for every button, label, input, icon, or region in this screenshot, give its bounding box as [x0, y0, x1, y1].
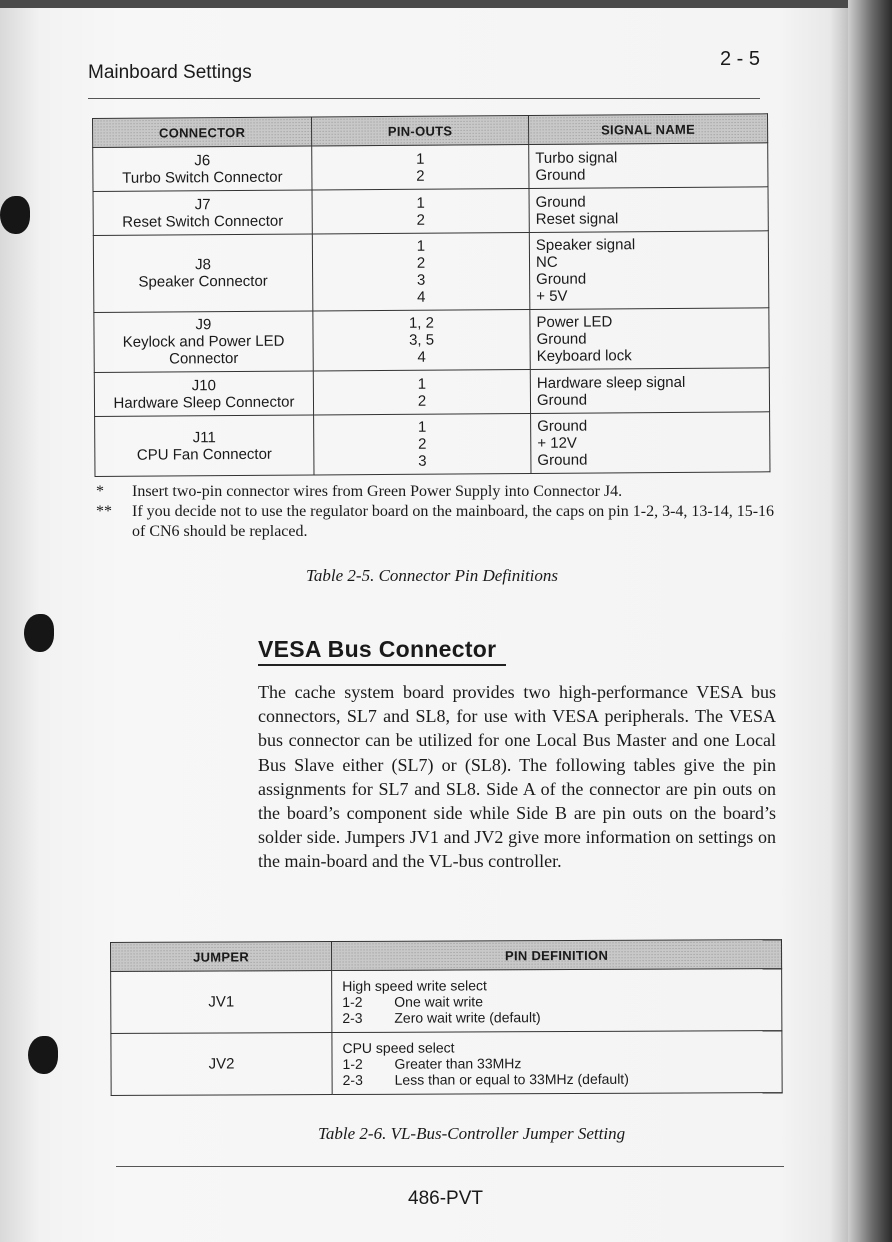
column-header-pin-definition: PIN DEFINITION — [332, 940, 782, 971]
connector-pin-table — [92, 113, 770, 477]
connector-cell: J9 Keylock and Power LED Connector — [94, 311, 313, 373]
footnote — [96, 502, 786, 542]
jumper-table — [110, 939, 783, 1096]
pins-cell: 1 2 — [313, 369, 530, 415]
table-caption: Table 2-5. Connector Pin Definitions — [306, 566, 559, 585]
footnote-text: If you decide not to use the regulator board on the mainboard, the caps on pin 1-2, 3-4, 13-14, 15-16 of CN6 should be replaced. — [132, 503, 775, 540]
footnote — [96, 482, 786, 502]
signal-cell: Power LED Ground Keyboard lock — [530, 308, 769, 370]
column-header-pin-outs: PIN-OUTS — [311, 115, 528, 146]
signal-cell: Turbo signal Ground — [529, 143, 768, 189]
table-header-row — [111, 940, 782, 972]
signal-cell: Ground Reset signal — [529, 187, 768, 233]
binder-hole-2 — [24, 614, 54, 652]
footnote-text: Insert two-pin connector wires from Green Power Supply into Connector J4. — [132, 483, 623, 500]
connector-cell: J10 Hardware Sleep Connector — [94, 371, 313, 417]
binder-hole-1 — [0, 196, 30, 234]
table-row — [111, 1031, 782, 1096]
section-heading — [258, 636, 506, 666]
column-header-connector: CONNECTOR — [93, 117, 312, 148]
page-header — [88, 48, 760, 99]
table-caption: Table 2-6. VL-Bus-Controller Jumper Setting — [318, 1124, 626, 1143]
footnote-marker: ** — [96, 503, 112, 520]
column-header-jumper: JUMPER — [111, 942, 332, 972]
pin-definition-cell: High speed write select 1-2 One wait write 2-3 Zero wait write (default) — [332, 969, 782, 1033]
jumper-cell: JV1 — [111, 971, 332, 1034]
scan-right-edge — [848, 0, 892, 1242]
signal-cell: Ground + 12V Ground — [531, 412, 770, 474]
connector-cell: J6 Turbo Switch Connector — [93, 146, 312, 192]
table-row — [95, 412, 770, 477]
section-heading-text: VESA Bus Connector — [258, 636, 497, 662]
table-row — [94, 368, 769, 417]
footnote-marker: * — [96, 483, 104, 500]
jumper-cell: JV2 — [111, 1033, 332, 1096]
pins-cell: 1 2 3 — [314, 413, 531, 475]
connector-cell: J7 Reset Switch Connector — [93, 190, 312, 236]
pins-cell: 1 2 3 4 — [312, 232, 530, 311]
binder-hole-3 — [28, 1036, 58, 1074]
table-row — [94, 308, 769, 373]
page-footer: 486-PVT — [408, 1188, 483, 1209]
table-header-row — [93, 114, 768, 148]
table-row — [111, 969, 782, 1034]
connector-cell: J8 Speaker Connector — [93, 234, 313, 313]
pins-cell: 1 2 — [312, 144, 529, 190]
table-footnotes — [96, 482, 786, 542]
page-number: 2 - 5 — [719, 48, 760, 70]
connector-cell: J11 CPU Fan Connector — [95, 415, 314, 477]
table-row — [93, 231, 769, 313]
scan-top-edge — [0, 0, 892, 8]
signal-cell: Hardware sleep signal Ground — [530, 368, 769, 414]
column-header-signal-name: SIGNAL NAME — [528, 114, 767, 145]
signal-cell: Speaker signal NC Ground + 5V — [529, 231, 769, 310]
table-row — [93, 187, 768, 236]
page-title: Mainboard Settings — [88, 62, 252, 83]
footer-rule — [116, 1166, 784, 1167]
pins-cell: 1, 2 3, 5 4 — [313, 309, 530, 371]
pins-cell: 1 2 — [312, 188, 529, 234]
pin-definition-cell: CPU speed select 1-2 Greater than 33MHz 2-3 Less than or equal to 33MHz (default) — [332, 1031, 782, 1095]
table-row — [93, 143, 768, 192]
body-paragraph: The cache system board provides two high-performance VESA bus connectors, SL7 and SL8, for use with VESA peripherals. The VESA bus connector can be utilized for one Local Bus Master and one Local Bus Slave either (SL7) or (SL8). The following tables give the pin assignments for SL7 and SL8. Side A of the connector are pin outs on the board’s component side while Side B are pin outs on the board’s solder side. Jumpers JV1 and JV2 give more information on settings on the main-board and the VL-bus controller. — [258, 682, 776, 872]
heading-underline — [258, 664, 506, 666]
